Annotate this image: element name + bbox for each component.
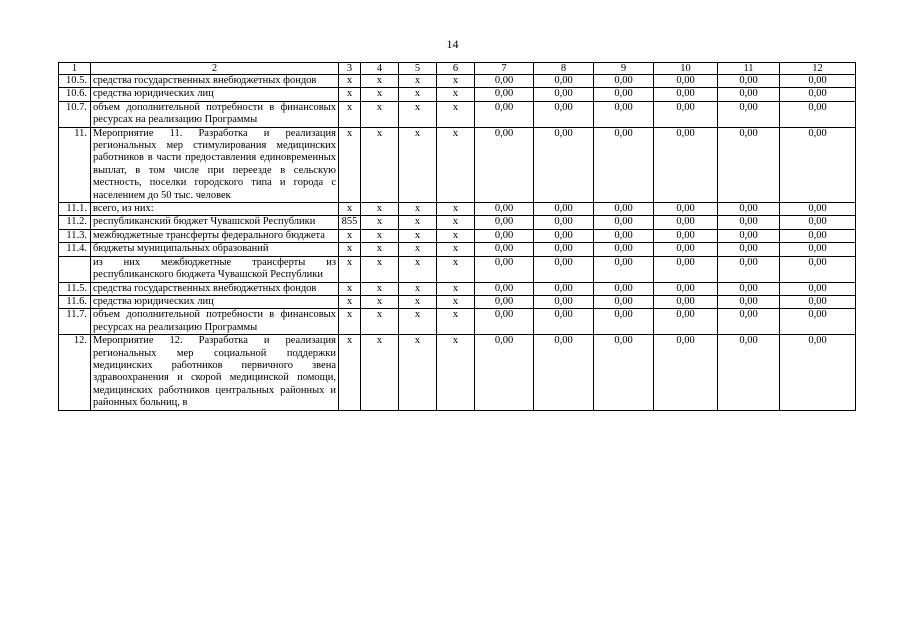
value-cell: 0,00 (654, 309, 718, 335)
code-cell: х (361, 127, 399, 202)
value-cell: 0,00 (534, 256, 594, 282)
value-cell: 0,00 (594, 295, 654, 308)
code-cell: х (437, 309, 475, 335)
code-cell: х (437, 101, 475, 127)
code-cell: х (399, 229, 437, 242)
code-cell: х (437, 256, 475, 282)
code-cell: х (437, 127, 475, 202)
code-cell: х (399, 216, 437, 229)
code-cell: х (399, 127, 437, 202)
value-cell: 0,00 (780, 335, 856, 410)
value-cell: 0,00 (475, 309, 534, 335)
code-cell: х (361, 101, 399, 127)
code-cell: х (399, 75, 437, 88)
value-cell: 0,00 (718, 127, 780, 202)
header-cell: 4 (361, 63, 399, 75)
row-description-cell: межбюджетные трансферты федерального бюджета (91, 229, 339, 242)
row-number-cell (59, 256, 91, 282)
code-cell: х (339, 203, 361, 216)
code-cell: х (361, 282, 399, 295)
value-cell: 0,00 (780, 243, 856, 256)
value-cell: 0,00 (654, 75, 718, 88)
value-cell: 0,00 (534, 88, 594, 101)
row-description-cell: средства государственных внебюджетных фондов (91, 75, 339, 88)
table-row (59, 309, 856, 335)
value-cell: 0,00 (534, 229, 594, 242)
code-cell: х (437, 216, 475, 229)
value-cell: 0,00 (780, 88, 856, 101)
value-cell: 0,00 (780, 127, 856, 202)
row-description-cell: объем дополнительной потребности в финансовых ресурсах на реализацию Программы (91, 309, 339, 335)
code-cell: х (361, 75, 399, 88)
value-cell: 0,00 (654, 229, 718, 242)
value-cell: 0,00 (718, 282, 780, 295)
code-cell: х (437, 75, 475, 88)
row-description-cell: средства юридических лиц (91, 88, 339, 101)
table-row (59, 229, 856, 242)
header-cell: 11 (718, 63, 780, 75)
header-cell: 12 (780, 63, 856, 75)
value-cell: 0,00 (718, 101, 780, 127)
code-cell: х (399, 203, 437, 216)
value-cell: 0,00 (594, 216, 654, 229)
code-cell: х (361, 88, 399, 101)
header-cell: 6 (437, 63, 475, 75)
code-cell: х (339, 88, 361, 101)
value-cell: 0,00 (534, 127, 594, 202)
value-cell: 0,00 (718, 309, 780, 335)
row-number-cell: 11.2. (59, 216, 91, 229)
row-description-cell: всего, из них: (91, 203, 339, 216)
header-cell: 10 (654, 63, 718, 75)
code-cell: х (361, 203, 399, 216)
code-cell: х (399, 101, 437, 127)
value-cell: 0,00 (534, 216, 594, 229)
row-description-cell: бюджеты муниципальных образований (91, 243, 339, 256)
value-cell: 0,00 (718, 243, 780, 256)
code-cell: х (339, 101, 361, 127)
value-cell: 0,00 (718, 216, 780, 229)
header-cell: 1 (59, 63, 91, 75)
value-cell: 0,00 (654, 216, 718, 229)
row-number-cell: 11.1. (59, 203, 91, 216)
row-description-cell: из них межбюджетные трансферты из республиканского бюджета Чувашской Республики (91, 256, 339, 282)
code-cell: х (399, 88, 437, 101)
row-description-cell: Мероприятие 11. Разработка и реализация региональных мер стимулирования медицинских работников в части предоставления единовременных выплат, в том числе при переезде в сельскую местность, поселки городского типа и города с населением до 50 тыс. человек (91, 127, 339, 202)
code-cell: х (361, 309, 399, 335)
value-cell: 0,00 (780, 282, 856, 295)
value-cell: 0,00 (780, 295, 856, 308)
value-cell: 0,00 (594, 243, 654, 256)
value-cell: 0,00 (718, 203, 780, 216)
value-cell: 0,00 (594, 101, 654, 127)
code-cell: х (361, 295, 399, 308)
value-cell: 0,00 (594, 229, 654, 242)
code-cell: х (361, 243, 399, 256)
header-cell: 3 (339, 63, 361, 75)
code-cell: 855 (339, 216, 361, 229)
value-cell: 0,00 (475, 256, 534, 282)
table-row (59, 127, 856, 202)
value-cell: 0,00 (475, 335, 534, 410)
page-number: 14 (446, 37, 459, 51)
code-cell: х (399, 295, 437, 308)
value-cell: 0,00 (654, 101, 718, 127)
value-cell: 0,00 (780, 75, 856, 88)
value-cell: 0,00 (534, 295, 594, 308)
code-cell: х (339, 295, 361, 308)
value-cell: 0,00 (475, 243, 534, 256)
value-cell: 0,00 (780, 203, 856, 216)
code-cell: х (339, 335, 361, 410)
code-cell: х (399, 335, 437, 410)
row-description-cell: объем дополнительной потребности в финансовых ресурсах на реализацию Программы (91, 101, 339, 127)
budget-table (58, 62, 856, 411)
row-number-cell: 11.4. (59, 243, 91, 256)
code-cell: х (399, 243, 437, 256)
code-cell: х (339, 75, 361, 88)
value-cell: 0,00 (718, 75, 780, 88)
value-cell: 0,00 (654, 88, 718, 101)
row-number-cell: 11.3. (59, 229, 91, 242)
table-row (59, 256, 856, 282)
table-row (59, 75, 856, 88)
value-cell: 0,00 (780, 309, 856, 335)
row-description-cell: республиканский бюджет Чувашской Республики (91, 216, 339, 229)
value-cell: 0,00 (534, 309, 594, 335)
header-cell: 9 (594, 63, 654, 75)
value-cell: 0,00 (654, 335, 718, 410)
code-cell: х (339, 309, 361, 335)
code-cell: х (339, 127, 361, 202)
header-cell: 2 (91, 63, 339, 75)
value-cell: 0,00 (594, 88, 654, 101)
row-number-cell: 10.7. (59, 101, 91, 127)
table-row (59, 282, 856, 295)
value-cell: 0,00 (780, 256, 856, 282)
value-cell: 0,00 (654, 127, 718, 202)
table-row (59, 203, 856, 216)
value-cell: 0,00 (475, 295, 534, 308)
value-cell: 0,00 (780, 216, 856, 229)
value-cell: 0,00 (475, 101, 534, 127)
row-number-cell: 12. (59, 335, 91, 410)
table-row (59, 88, 856, 101)
value-cell: 0,00 (654, 243, 718, 256)
value-cell: 0,00 (594, 127, 654, 202)
value-cell: 0,00 (594, 75, 654, 88)
code-cell: х (437, 88, 475, 101)
code-cell: х (437, 203, 475, 216)
code-cell: х (437, 243, 475, 256)
row-number-cell: 11.6. (59, 295, 91, 308)
code-cell: х (399, 309, 437, 335)
code-cell: х (339, 256, 361, 282)
value-cell: 0,00 (594, 203, 654, 216)
code-cell: х (437, 229, 475, 242)
value-cell: 0,00 (718, 229, 780, 242)
value-cell: 0,00 (534, 335, 594, 410)
table-row (59, 216, 856, 229)
value-cell: 0,00 (475, 127, 534, 202)
code-cell: х (361, 229, 399, 242)
value-cell: 0,00 (654, 203, 718, 216)
row-number-cell: 11.5. (59, 282, 91, 295)
row-description-cell: средства юридических лиц (91, 295, 339, 308)
value-cell: 0,00 (594, 256, 654, 282)
value-cell: 0,00 (594, 335, 654, 410)
value-cell: 0,00 (475, 216, 534, 229)
header-row (59, 63, 856, 75)
table-row (59, 101, 856, 127)
value-cell: 0,00 (475, 88, 534, 101)
value-cell: 0,00 (780, 101, 856, 127)
value-cell: 0,00 (718, 295, 780, 308)
value-cell: 0,00 (475, 282, 534, 295)
table-row (59, 295, 856, 308)
header-cell: 5 (399, 63, 437, 75)
value-cell: 0,00 (594, 309, 654, 335)
row-number-cell: 10.5. (59, 75, 91, 88)
value-cell: 0,00 (654, 282, 718, 295)
value-cell: 0,00 (534, 282, 594, 295)
code-cell: х (399, 282, 437, 295)
code-cell: х (437, 295, 475, 308)
value-cell: 0,00 (718, 88, 780, 101)
value-cell: 0,00 (534, 203, 594, 216)
code-cell: х (361, 216, 399, 229)
row-number-cell: 11.7. (59, 309, 91, 335)
value-cell: 0,00 (780, 229, 856, 242)
row-number-cell: 11. (59, 127, 91, 202)
value-cell: 0,00 (654, 256, 718, 282)
value-cell: 0,00 (475, 75, 534, 88)
table-row (59, 335, 856, 410)
code-cell: х (339, 243, 361, 256)
code-cell: х (339, 229, 361, 242)
row-description-cell: средства государственных внебюджетных фондов (91, 282, 339, 295)
code-cell: х (339, 282, 361, 295)
header-cell: 8 (534, 63, 594, 75)
value-cell: 0,00 (475, 229, 534, 242)
code-cell: х (437, 282, 475, 295)
code-cell: х (399, 256, 437, 282)
value-cell: 0,00 (534, 101, 594, 127)
row-number-cell: 10.6. (59, 88, 91, 101)
table-row (59, 243, 856, 256)
value-cell: 0,00 (534, 243, 594, 256)
header-cell: 7 (475, 63, 534, 75)
code-cell: х (437, 335, 475, 410)
value-cell: 0,00 (654, 295, 718, 308)
value-cell: 0,00 (534, 75, 594, 88)
value-cell: 0,00 (718, 256, 780, 282)
code-cell: х (361, 256, 399, 282)
value-cell: 0,00 (594, 282, 654, 295)
value-cell: 0,00 (475, 203, 534, 216)
value-cell: 0,00 (718, 335, 780, 410)
row-description-cell: Мероприятие 12. Разработка и реализация региональных мер социальной поддержки медицинских работников первичного звена здравоохранения и скорой медицинской помощи, медицинских работников центральных районных и районных больниц, в (91, 335, 339, 410)
code-cell: х (361, 335, 399, 410)
